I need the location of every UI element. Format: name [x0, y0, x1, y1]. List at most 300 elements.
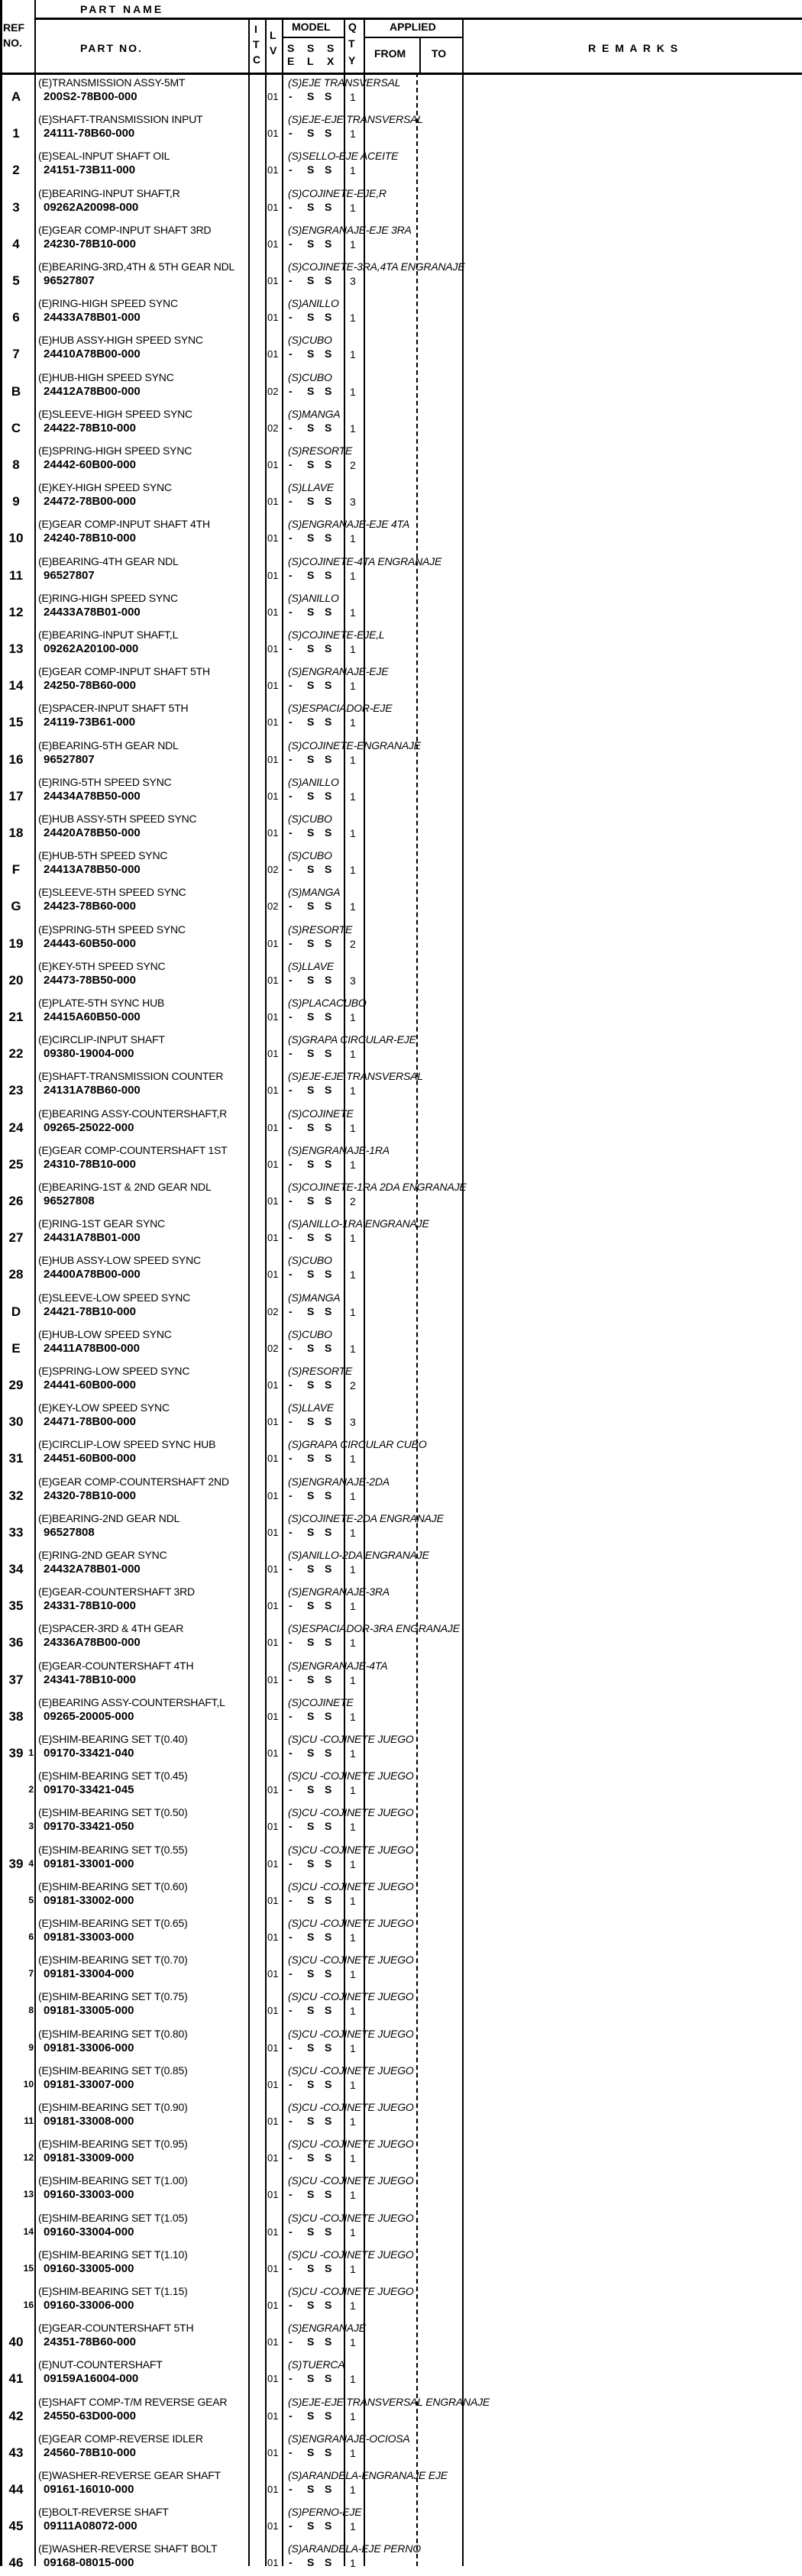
part-name-english: (E)SHIM-BEARING SET T(0.45) — [38, 1770, 188, 1783]
part-name-english: (E)KEY-5TH SPEED SYNC — [38, 959, 166, 972]
model-se-value: - — [289, 716, 293, 729]
part-name-spanish: (S)SELLO-EJE ACEITE — [288, 150, 399, 163]
model-se-value: - — [289, 421, 293, 434]
table-row — [0, 1656, 802, 1692]
model-se-value: - — [289, 163, 293, 176]
table-row — [0, 109, 802, 146]
quantity-value: 1 — [350, 1894, 356, 1907]
part-name-spanish: (S)GRAPA CIRCULAR-EJE — [288, 1033, 416, 1046]
quantity-value: 1 — [350, 1489, 356, 1502]
part-name-spanish: (S)CU -COJINETE JUEGO — [288, 1879, 414, 1892]
ref-number: 27 — [8, 1230, 24, 1246]
lv-heading-l: L — [270, 29, 276, 41]
ref-number: 18 — [8, 826, 24, 840]
level-value: 01 — [267, 569, 279, 581]
qty-heading-y: Y — [348, 54, 356, 66]
part-number: 24442-60B00-000 — [44, 458, 136, 471]
level-value: 01 — [267, 496, 279, 508]
part-name-spanish: (S)ENGRANAJE-2DA — [288, 1475, 390, 1488]
model-se-value: - — [289, 1488, 293, 1501]
quantity-value: 1 — [350, 1232, 356, 1245]
model-sl-heading-2: L — [307, 55, 314, 67]
quantity-value: 1 — [350, 1453, 356, 1466]
model-sx-value: S — [325, 1415, 332, 1428]
part-name-spanish: (S)ESPACIADOR-EJE — [288, 702, 393, 715]
quantity-value: 1 — [350, 900, 356, 913]
sub-number: 6 — [28, 1931, 34, 1942]
part-number: 09265-25022-000 — [44, 1120, 134, 1134]
part-name-english: (E)HUB ASSY-LOW SPEED SYNC — [38, 1254, 201, 1267]
quantity-value: 1 — [350, 1526, 356, 1539]
part-name-spanish: (S)CU -COJINETE JUEGO — [288, 2174, 414, 2187]
part-name-english: (E)GEAR-COUNTERSHAFT 4TH — [38, 1659, 194, 1672]
model-se-value: - — [289, 2372, 293, 2385]
quantity-value: 1 — [350, 1305, 356, 1318]
level-value: 01 — [267, 238, 279, 250]
part-number: 24240-78B10-000 — [44, 532, 136, 545]
model-sl-value: S — [307, 679, 315, 692]
model-sx-value: S — [325, 2077, 332, 2090]
part-name-english: (E)BEARING-INPUT SHAFT,R — [38, 186, 180, 199]
ref-number: 22 — [8, 1046, 24, 1062]
level-value: 01 — [267, 1195, 279, 1207]
part-name-spanish: (S)COJINETE — [288, 1695, 354, 1708]
part-name-english: (E)SPRING-5TH SPEED SYNC — [38, 923, 186, 936]
table-row — [0, 551, 802, 588]
part-number: 96527808 — [44, 1525, 95, 1539]
quantity-value: 1 — [350, 348, 356, 361]
quantity-value: 3 — [350, 1416, 356, 1429]
part-number: 09262A20098-000 — [44, 200, 139, 214]
part-number: 24331-78B10-000 — [44, 1599, 136, 1613]
quantity-value: 1 — [350, 1158, 356, 1171]
level-value: 01 — [267, 2115, 279, 2127]
model-se-value: - — [289, 1010, 293, 1023]
part-number: 09170-33421-045 — [44, 1783, 134, 1797]
level-value: 01 — [267, 275, 279, 286]
part-number: 24451-60B00-000 — [44, 1452, 136, 1466]
level-value: 01 — [267, 2300, 279, 2311]
model-sl-value: S — [307, 1047, 315, 1060]
model-sx-value: S — [325, 568, 332, 581]
level-value: 01 — [267, 1710, 279, 1722]
table-row — [0, 220, 802, 257]
model-se-value: - — [289, 826, 293, 839]
level-value: 01 — [267, 2152, 279, 2164]
no-heading: NO. — [3, 37, 22, 49]
quantity-value: 1 — [350, 2446, 356, 2459]
model-se-value: - — [289, 1525, 293, 1538]
table-row — [0, 1288, 802, 1324]
table-row — [0, 845, 802, 882]
part-name-spanish: (S)ANILLO — [288, 297, 339, 310]
model-sl-value: S — [307, 2409, 315, 2422]
part-name-spanish: (S)TUERCA — [288, 2358, 345, 2371]
part-name-spanish: (S)ANILLO-1RA ENGRANAJE — [288, 1217, 429, 1230]
model-se-value: - — [289, 495, 293, 508]
model-sx-value: S — [325, 863, 332, 876]
level-value: 01 — [267, 753, 279, 765]
sub-number: 8 — [28, 2005, 34, 2016]
part-number: 09181-33007-000 — [44, 2077, 134, 2091]
model-sl-value: S — [307, 90, 315, 102]
model-sx-value: S — [325, 1304, 332, 1317]
table-row — [0, 514, 802, 551]
model-sx-heading: S — [327, 42, 335, 54]
part-name-spanish: (S)ANILLO — [288, 591, 339, 604]
quantity-value: 1 — [350, 1784, 356, 1797]
table-row — [0, 1250, 802, 1287]
model-se-value: - — [289, 532, 293, 545]
applied-divider — [364, 37, 462, 38]
model-sx-value: S — [325, 2483, 332, 2495]
model-sx-value: S — [325, 2115, 332, 2127]
level-value: 01 — [267, 1269, 279, 1281]
sub-number: 7 — [28, 1968, 34, 1980]
part-name-spanish: (S)CU -COJINETE JUEGO — [288, 1843, 414, 1856]
part-name-spanish: (S)COJINETE-4TA ENGRANAJE — [288, 554, 442, 567]
part-number: 24151-73B11-000 — [44, 163, 136, 177]
level-value: 01 — [267, 1600, 279, 1612]
part-number: 24433A78B01-000 — [44, 311, 141, 325]
model-se-value: - — [289, 1341, 293, 1354]
model-se-value: - — [289, 1231, 293, 1244]
model-sx-value: S — [325, 1120, 332, 1133]
quantity-value: 1 — [350, 2262, 356, 2275]
model-sx-value: S — [325, 973, 332, 986]
model-sl-value: S — [307, 1599, 315, 1612]
part-name-english: (E)SHIM-BEARING SET T(0.80) — [38, 2027, 188, 2040]
level-value: 02 — [267, 422, 279, 434]
part-name-spanish: (S)CUBO — [288, 849, 332, 862]
part-number: 24351-78B60-000 — [44, 2335, 136, 2349]
part-name-spanish: (S)CUBO — [288, 1254, 332, 1267]
part-name-english: (E)HUB-5TH SPEED SYNC — [38, 849, 168, 862]
model-sx-value: S — [325, 826, 332, 839]
ref-number: 38 — [8, 1708, 24, 1724]
quantity-value: 1 — [350, 1821, 356, 1834]
part-number: 96527808 — [44, 1194, 95, 1207]
part-name-spanish: (S)CUBO — [288, 1327, 332, 1340]
part-name-english: (E)SLEEVE-5TH SPEED SYNC — [38, 886, 186, 899]
model-sx-value: S — [325, 1194, 332, 1207]
model-sl-value: S — [307, 2556, 315, 2569]
part-name-spanish: (S)CU -COJINETE JUEGO — [288, 1806, 414, 1819]
quantity-value: 1 — [350, 1710, 356, 1723]
table-row — [0, 698, 802, 735]
table-row — [0, 2060, 802, 2097]
part-name-spanish: (S)CU -COJINETE JUEGO — [288, 2027, 414, 2040]
part-name-english: (E)RING-2ND GEAR SYNC — [38, 1549, 167, 1561]
part-number: 09181-33005-000 — [44, 2004, 134, 2018]
model-sx-value: S — [325, 752, 332, 765]
sub-number: 12 — [23, 2152, 34, 2164]
part-name-english: (E)RING-5TH SPEED SYNC — [38, 775, 172, 788]
model-sx-value: S — [325, 1747, 332, 1759]
part-number: 09160-33004-000 — [44, 2225, 134, 2238]
sub-number: 15 — [23, 2262, 34, 2274]
model-sl-value: S — [307, 2519, 315, 2532]
part-name-spanish: (S)PERNO-EJE — [288, 2506, 362, 2519]
model-se-value: - — [289, 2483, 293, 2495]
part-number: 24422-78B10-000 — [44, 421, 136, 435]
model-sx-value: S — [325, 1268, 332, 1281]
level-value: 01 — [267, 1526, 279, 1538]
part-name-spanish: (S)CU -COJINETE JUEGO — [288, 1733, 414, 1745]
quantity-value: 1 — [350, 2041, 356, 2054]
model-se-value: - — [289, 863, 293, 876]
model-sl-value: S — [307, 1268, 315, 1281]
model-se-value: - — [289, 1084, 293, 1097]
part-name-english: (E)SHIM-BEARING SET T(0.90) — [38, 2101, 188, 2113]
part-number: 24400A78B00-000 — [44, 1268, 141, 1282]
model-se-value: - — [289, 1709, 293, 1722]
part-name-english: (E)TRANSMISSION ASSY-5MT — [38, 76, 186, 89]
part-number: 24119-73B61-000 — [44, 716, 136, 729]
model-se-heading: S — [287, 42, 295, 54]
level-value: 01 — [267, 2557, 279, 2569]
model-se-value: - — [289, 1563, 293, 1575]
model-sx-value: S — [325, 2151, 332, 2164]
model-sx-value: S — [325, 936, 332, 949]
table-row — [0, 1029, 802, 1066]
ref-number: F — [11, 862, 21, 878]
quantity-value: 1 — [350, 2078, 356, 2091]
part-name-spanish: (S)COJINETE-EJE,L — [288, 629, 385, 641]
part-name-spanish: (S)COJINETE-EJE,R — [288, 186, 386, 199]
part-name-english: (E)SLEEVE-HIGH SPEED SYNC — [38, 407, 192, 420]
sub-number: 2 — [28, 1784, 34, 1795]
part-name-english: (E)SHIM-BEARING SET T(0.60) — [38, 1879, 188, 1892]
table-row — [0, 956, 802, 993]
model-sx-value: S — [325, 2299, 332, 2311]
part-number: 96527807 — [44, 274, 95, 287]
sub-number: 3 — [28, 1821, 34, 1832]
quantity-value: 1 — [350, 1673, 356, 1686]
model-se-heading-2: E — [287, 55, 295, 67]
model-sx-value: S — [325, 1673, 332, 1686]
model-sx-value: S — [325, 1820, 332, 1833]
ref-number: 7 — [12, 347, 20, 362]
model-sl-value: S — [307, 1341, 315, 1354]
model-se-value: - — [289, 384, 293, 397]
table-row — [0, 993, 802, 1029]
model-sl-value: S — [307, 421, 315, 434]
part-number: 09181-33001-000 — [44, 1857, 134, 1870]
ref-heading: REF — [3, 21, 24, 34]
part-name-english: (E)SHIM-BEARING SET T(0.40) — [38, 1733, 188, 1745]
remarks-heading: R E M A R K S — [588, 42, 680, 54]
ref-number: 39 — [8, 1856, 24, 1871]
sub-number: 11 — [24, 2115, 34, 2126]
model-sl-value: S — [307, 311, 315, 324]
part-number: 24550-63D00-000 — [44, 2409, 136, 2422]
level-value: 01 — [267, 1011, 279, 1023]
level-value: 01 — [267, 1637, 279, 1649]
level-value: 01 — [267, 2041, 279, 2054]
part-name-english: (E)KEY-LOW SPEED SYNC — [38, 1401, 170, 1414]
part-name-spanish: (S)CU -COJINETE JUEGO — [288, 2211, 414, 2224]
level-value: 01 — [267, 937, 279, 949]
ref-number: 10 — [8, 531, 24, 546]
part-name-english: (E)WASHER-REVERSE SHAFT BOLT — [38, 2542, 218, 2555]
model-sl-value: S — [307, 973, 315, 986]
part-number: 24310-78B10-000 — [44, 1157, 136, 1171]
model-sx-value: S — [325, 384, 332, 397]
part-number: 24423-78B60-000 — [44, 900, 136, 913]
model-se-value: - — [289, 2519, 293, 2532]
quantity-value: 3 — [350, 275, 356, 287]
model-sx-value: S — [325, 1709, 332, 1722]
model-se-value: - — [289, 679, 293, 692]
table-row — [0, 1214, 802, 1250]
part-name-english: (E)PLATE-5TH SYNC HUB — [38, 997, 165, 1009]
model-sx-value: S — [325, 2261, 332, 2274]
model-sx-value: S — [325, 163, 332, 176]
quantity-value: 1 — [350, 1968, 356, 1981]
table-row — [0, 1545, 802, 1582]
model-sl-value: S — [307, 1931, 315, 1943]
part-name-english: (E)BEARING-1ST & 2ND GEAR NDL — [38, 1181, 212, 1193]
part-name-spanish: (S)ARANDELA-ENGRANAJE EJE — [288, 2469, 448, 2481]
part-name-english: (E)SHAFT-TRANSMISSION COUNTER — [38, 1070, 224, 1083]
model-se-value: - — [289, 900, 293, 913]
part-number: 24341-78B10-000 — [44, 1673, 136, 1686]
part-name-english: (E)BEARING-3RD,4TH & 5TH GEAR NDL — [38, 260, 235, 273]
table-row — [0, 2465, 802, 2502]
table-row — [0, 1729, 802, 1766]
model-sx-value: S — [325, 274, 332, 286]
part-name-english: (E)SLEEVE-LOW SPEED SYNC — [38, 1291, 191, 1304]
level-value: 01 — [267, 1894, 279, 1906]
quantity-value: 1 — [350, 1600, 356, 1613]
model-sl-value: S — [307, 2261, 315, 2274]
model-sl-value: S — [307, 2299, 315, 2311]
level-value: 01 — [267, 1121, 279, 1133]
part-number: 24421-78B10-000 — [44, 1304, 136, 1318]
model-sl-value: S — [307, 2004, 315, 2017]
ref-number: 3 — [12, 199, 20, 215]
model-se-value: - — [289, 237, 293, 250]
part-name-spanish: (S)CUBO — [288, 370, 332, 383]
part-number: 24111-78B60-000 — [44, 127, 135, 141]
part-name-english: (E)BEARING-2ND GEAR NDL — [38, 1511, 180, 1524]
to-heading: TO — [432, 47, 447, 60]
level-value: 01 — [267, 312, 279, 324]
model-se-value: - — [289, 2445, 293, 2458]
model-se-value: - — [289, 1194, 293, 1207]
level-value: 02 — [267, 1342, 279, 1354]
part-number: 09380-19004-000 — [44, 1047, 134, 1061]
level-value: 02 — [267, 385, 279, 397]
model-sl-value: S — [307, 568, 315, 581]
table-row — [0, 625, 802, 661]
ref-number: 39 — [8, 1746, 24, 1760]
part-name-english: (E)RING-1ST GEAR SYNC — [38, 1217, 165, 1230]
part-name-english: (E)SHAFT-TRANSMISSION INPUT — [38, 113, 203, 126]
part-name-english: (E)GEAR COMP-INPUT SHAFT 4TH — [38, 518, 210, 531]
ref-number: C — [11, 420, 21, 435]
part-number: 24434A78B50-000 — [44, 789, 141, 803]
quantity-value: 1 — [350, 1342, 356, 1355]
part-name-english: (E)CIRCLIP-INPUT SHAFT — [38, 1033, 165, 1046]
ref-number: D — [11, 1304, 21, 1319]
part-name-spanish: (S)EJE-EJE TRANSVERSAL — [288, 1070, 423, 1083]
model-sl-value: S — [307, 789, 315, 802]
part-number: 09181-33003-000 — [44, 1931, 134, 1944]
level-value: 01 — [267, 2078, 279, 2090]
model-sx-value: S — [325, 2445, 332, 2458]
model-se-value: - — [289, 2225, 293, 2238]
itc-heading-c: C — [253, 53, 261, 66]
part-number: 09161-16010-000 — [44, 2483, 134, 2496]
ref-number: 14 — [8, 678, 24, 693]
table-row — [0, 1140, 802, 1177]
part-name-spanish: (S)COJINETE-3RA,4TA ENGRANAJE — [288, 260, 465, 273]
model-sx-value: S — [325, 1231, 332, 1244]
level-value: 01 — [267, 2336, 279, 2348]
part-number: 24443-60B50-000 — [44, 936, 136, 950]
part-name-spanish: (S)MANGA — [288, 886, 341, 899]
model-se-value: - — [289, 1268, 293, 1281]
model-sx-value: S — [325, 347, 332, 360]
model-sl-value: S — [307, 1157, 315, 1170]
part-name-english: (E)BOLT-REVERSE SHAFT — [38, 2506, 169, 2519]
quantity-value: 1 — [350, 2300, 356, 2312]
model-se-value: - — [289, 274, 293, 286]
ref-number: 9 — [12, 494, 20, 509]
table-row — [0, 367, 802, 404]
model-sx-value: S — [325, 1157, 332, 1170]
part-number: 09160-33003-000 — [44, 2188, 134, 2202]
table-row — [0, 1398, 802, 1434]
part-name-english: (E)GEAR COMP-INPUT SHAFT 5TH — [38, 665, 210, 678]
model-sx-value: S — [325, 127, 332, 140]
part-name-english: (E)SHIM-BEARING SET T(0.55) — [38, 1843, 188, 1856]
model-sx-value: S — [325, 311, 332, 324]
model-sl-heading: S — [307, 42, 315, 54]
part-name-spanish: (S)GRAPA CIRCULAR CUBO — [288, 1438, 427, 1451]
part-name-spanish: (S)MANGA — [288, 1291, 341, 1304]
model-sl-value: S — [307, 1452, 315, 1465]
table-row — [0, 588, 802, 625]
table-row — [0, 1177, 802, 1214]
model-se-value: - — [289, 1857, 293, 1870]
part-number: 24433A78B01-000 — [44, 605, 141, 619]
model-se-value: - — [289, 2409, 293, 2422]
part-name-english: (E)SHIM-BEARING SET T(0.50) — [38, 1806, 188, 1819]
part-name-english: (E)BEARING ASSY-COUNTERSHAFT,L — [38, 1695, 225, 1708]
table-row — [0, 1618, 802, 1655]
quantity-value: 1 — [350, 716, 356, 729]
table-row — [0, 1876, 802, 1913]
model-sl-value: S — [307, 1893, 315, 1906]
part-number: 24473-78B50-000 — [44, 973, 136, 987]
ref-number: E — [11, 1340, 21, 1356]
model-sl-value: S — [307, 863, 315, 876]
header-divider — [34, 18, 802, 20]
quantity-value: 1 — [350, 643, 356, 655]
level-value: 01 — [267, 680, 279, 692]
table-row — [0, 146, 802, 183]
model-sx-value: S — [325, 532, 332, 545]
sub-number: 9 — [28, 2041, 34, 2053]
model-sx-value: S — [325, 2556, 332, 2569]
part-number: 24560-78B10-000 — [44, 2445, 136, 2459]
table-header — [0, 0, 802, 75]
quantity-value: 2 — [350, 937, 356, 950]
part-number: 24410A78B00-000 — [44, 347, 141, 361]
